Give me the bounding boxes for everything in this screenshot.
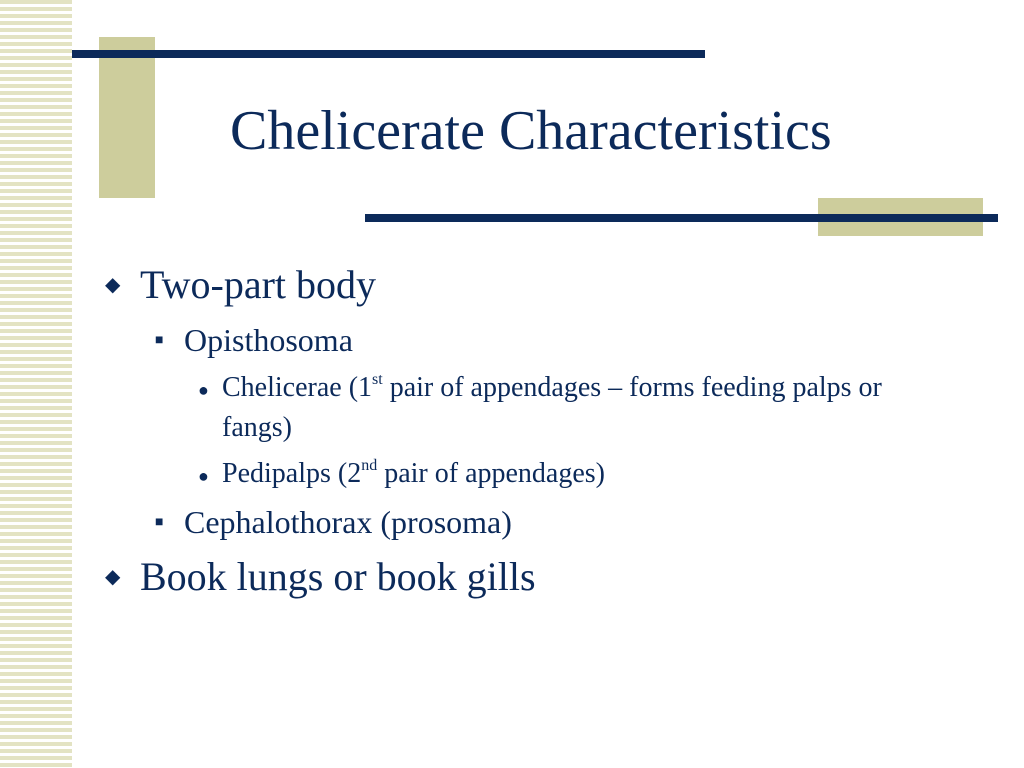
decorative-stripe-band [0, 0, 72, 768]
bullet-text: Book lungs or book gills [140, 554, 536, 599]
bullet-text-after: pair of appendages – forms feeding palps or fangs) [222, 372, 882, 443]
bullet-text-before: Pedipalps (2 [222, 458, 362, 489]
bullet-level1-book-lungs [100, 550, 930, 604]
bullet-text-before: Chelicerae (1 [222, 372, 373, 403]
slide-content [100, 258, 930, 604]
bullet-level3-chelicerae [100, 368, 930, 448]
dot-bullet-icon: ● [198, 466, 209, 486]
ordinal-superscript: nd [361, 456, 378, 474]
bullet-text-after: pair of appendages) [377, 458, 606, 489]
bullet-text: Cephalothorax (prosoma) [184, 504, 512, 540]
decorative-rule-bottom [365, 214, 998, 222]
bullet-level1-two-part-body [100, 258, 930, 312]
ordinal-superscript: st [372, 370, 383, 388]
bullet-text: Two-part body [140, 262, 377, 307]
square-bullet-icon: ■ [155, 515, 164, 530]
bullet-level3-pedipalps [100, 454, 930, 494]
decorative-rule-top [72, 50, 705, 58]
bullet-level2-cephalothorax [100, 500, 930, 544]
diamond-bullet-icon: ◆ [105, 566, 121, 588]
slide-title: Chelicerate Characteristics [230, 100, 832, 162]
diamond-bullet-icon: ◆ [105, 274, 121, 296]
bullet-text: Opisthosoma [184, 322, 353, 358]
dot-bullet-icon: ● [198, 380, 209, 400]
bullet-level2-opisthosoma [100, 318, 930, 362]
square-bullet-icon: ■ [155, 333, 164, 348]
decorative-accent-block-top [99, 37, 155, 198]
